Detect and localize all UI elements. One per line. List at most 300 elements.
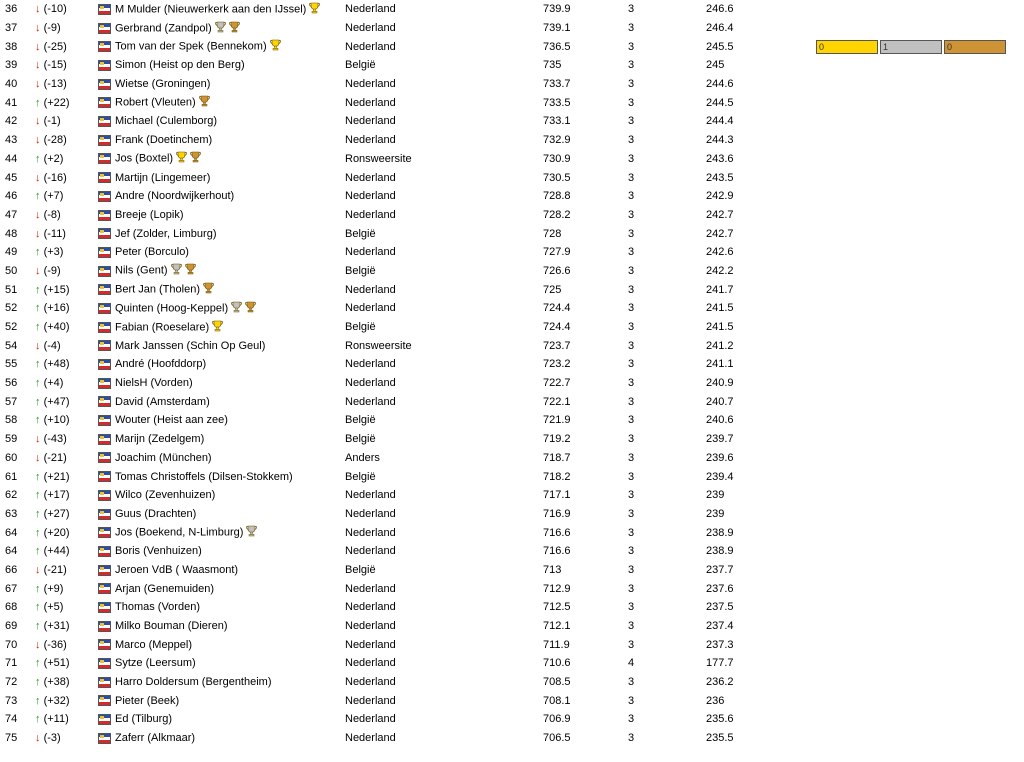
player-name-cell[interactable]: Mark Janssen (Schin Op Geul) [115, 339, 266, 352]
country-cell: Nederland [345, 3, 396, 16]
country-cell: Nederland [345, 190, 396, 203]
average-cell: 240.7 [706, 395, 734, 408]
medals-cell [816, 75, 1024, 94]
medals-cell [816, 449, 1024, 468]
arrow-down-icon: ↓ [35, 264, 41, 277]
table-row[interactable] [0, 262, 1024, 281]
rank-cell: 52 [5, 302, 18, 315]
table-row[interactable] [0, 449, 1024, 468]
movement-cell [35, 617, 93, 636]
player-name-cell[interactable]: M Mulder (Nieuwerkerk aan den IJssel) [115, 0, 345, 19]
table-row[interactable] [0, 224, 1024, 243]
country-cell: Nederland [345, 732, 396, 745]
movement-delta: (-15) [43, 59, 67, 72]
rank-cell: 52 [5, 321, 18, 334]
country-cell: Nederland [345, 96, 396, 109]
movement-delta: (-13) [43, 78, 67, 91]
table-row[interactable] [0, 243, 1024, 262]
trophy-icon-gold [176, 151, 187, 166]
medal-bars [816, 40, 1024, 54]
flag-icon [98, 639, 111, 650]
movement-cell [35, 187, 93, 206]
games-cell: 3 [628, 713, 635, 726]
player-name-cell[interactable]: Wilco (Zevenhuizen) [115, 489, 216, 502]
movement-cell [35, 467, 93, 486]
country-cell: België [345, 321, 376, 334]
table-row[interactable] [0, 37, 1024, 56]
score-cell: 706.5 [543, 732, 571, 745]
player-name-cell[interactable]: Nils (Gent) [115, 262, 345, 281]
games-cell: 3 [628, 601, 635, 614]
medals-cell [816, 467, 1024, 486]
flag-cell [93, 449, 115, 468]
player-name-cell[interactable]: Sytze (Leersum) [115, 657, 196, 670]
player-name-cell[interactable]: Wouter (Heist aan zee) [115, 414, 228, 427]
flag-icon [98, 228, 111, 239]
flag-cell [93, 299, 115, 318]
movement-delta: (-9) [43, 264, 61, 277]
movement-delta: (-43) [43, 433, 67, 446]
player-name-cell[interactable]: Jos (Boxtel) [115, 150, 345, 169]
player-name-cell[interactable]: Bert Jan (Tholen) [115, 280, 345, 299]
rank-cell: 58 [5, 414, 18, 427]
medals-cell [816, 318, 1024, 337]
player-name-cell[interactable]: Joachim (München) [115, 451, 212, 464]
flag-icon [98, 378, 111, 389]
rank-cell: 64 [5, 526, 18, 539]
trophy-icon-silver [246, 525, 257, 540]
player-name-cell[interactable]: Robert (Vleuten) [115, 93, 345, 112]
average-cell: 239 [706, 507, 725, 520]
movement-cell [35, 262, 93, 281]
average-cell: 238.9 [706, 526, 734, 539]
movement-cell [35, 523, 93, 542]
movement-cell [35, 505, 93, 524]
average-cell: 242.2 [706, 264, 734, 277]
country-cell: Nederland [345, 377, 396, 390]
movement-cell [35, 579, 93, 598]
arrow-up-icon: ↑ [35, 302, 41, 315]
arrow-up-icon: ↑ [35, 676, 41, 689]
score-cell: 716.6 [543, 526, 571, 539]
score-cell: 730.5 [543, 171, 571, 184]
flag-cell [93, 691, 115, 710]
player-name-cell[interactable]: Simon (Heist op den Berg) [115, 59, 245, 72]
games-cell: 3 [628, 545, 635, 558]
movement-delta: (+4) [43, 377, 64, 390]
movement-delta: (+51) [43, 657, 70, 670]
arrow-down-icon: ↓ [35, 3, 41, 16]
arrow-down-icon: ↓ [35, 40, 41, 53]
table-row[interactable] [0, 187, 1024, 206]
average-cell: 237.5 [706, 601, 734, 614]
player-name-cell[interactable]: Jos (Boekend, N-Limburg) [115, 523, 345, 542]
movement-delta: (+38) [43, 676, 70, 689]
games-cell: 3 [628, 507, 635, 520]
score-cell: 724.4 [543, 302, 571, 315]
score-cell: 739.9 [543, 3, 571, 16]
movement-cell [35, 318, 93, 337]
games-cell: 3 [628, 451, 635, 464]
table-row[interactable] [0, 635, 1024, 654]
flag-cell [93, 374, 115, 393]
player-name-cell[interactable]: Pieter (Beek) [115, 694, 180, 707]
player-name-cell[interactable]: Thomas (Vorden) [115, 601, 200, 614]
player-name-cell[interactable]: Michael (Culemborg) [115, 115, 218, 128]
table-row[interactable] [0, 280, 1024, 299]
movement-delta: (-16) [43, 171, 67, 184]
medals-cell [816, 411, 1024, 430]
table-row[interactable] [0, 430, 1024, 449]
table-row[interactable] [0, 112, 1024, 131]
table-row[interactable] [0, 710, 1024, 729]
score-cell: 708.1 [543, 694, 571, 707]
arrow-up-icon: ↑ [35, 395, 41, 408]
player-name-cell[interactable]: Marijn (Zedelgem) [115, 433, 205, 446]
player-name-cell[interactable]: Milko Bouman (Dieren) [115, 620, 228, 633]
country-cell: Nederland [345, 78, 396, 91]
games-cell: 3 [628, 377, 635, 390]
movement-delta: (-1) [43, 115, 61, 128]
score-cell: 736.5 [543, 40, 571, 53]
average-cell: 241.5 [706, 321, 734, 334]
player-name-cell[interactable]: NielsH (Vorden) [115, 377, 193, 390]
movement-cell [35, 392, 93, 411]
arrow-down-icon: ↓ [35, 227, 41, 240]
table-row[interactable] [0, 561, 1024, 580]
trophy-icon-bronze [185, 263, 196, 278]
table-row[interactable] [0, 673, 1024, 692]
games-cell: 3 [628, 40, 635, 53]
player-name-cell[interactable]: David (Amsterdam) [115, 395, 210, 408]
arrow-up-icon: ↑ [35, 377, 41, 390]
flag-icon [98, 340, 111, 351]
average-cell: 239.4 [706, 470, 734, 483]
score-cell: 717.1 [543, 489, 571, 502]
table-row[interactable] [0, 168, 1024, 187]
rank-cell: 39 [5, 59, 18, 72]
movement-delta: (+2) [43, 152, 64, 165]
country-cell: België [345, 433, 376, 446]
movement-cell [35, 598, 93, 617]
average-cell: 235.5 [706, 732, 734, 745]
rank-cell: 61 [5, 470, 18, 483]
flag-cell [93, 131, 115, 150]
medal-bar-bronze: 0 [944, 40, 1006, 54]
flag-cell [93, 150, 115, 169]
games-cell: 3 [628, 414, 635, 427]
movement-delta: (+3) [43, 246, 64, 259]
player-name-cell[interactable]: André (Hoofddorp) [115, 358, 207, 371]
flag-icon [98, 621, 111, 632]
table-row[interactable] [0, 355, 1024, 374]
flag-cell [93, 243, 115, 262]
arrow-down-icon: ↓ [35, 433, 41, 446]
table-row[interactable] [0, 467, 1024, 486]
rank-cell: 47 [5, 208, 18, 221]
medals-cell [816, 280, 1024, 299]
flag-icon [98, 714, 111, 725]
table-row[interactable] [0, 131, 1024, 150]
games-cell: 3 [628, 620, 635, 633]
average-cell: 241.2 [706, 339, 734, 352]
flag-cell [93, 0, 115, 19]
score-cell: 733.1 [543, 115, 571, 128]
movement-cell [35, 112, 93, 131]
table-row[interactable] [0, 19, 1024, 38]
rank-cell: 73 [5, 694, 18, 707]
medals-cell [816, 710, 1024, 729]
flag-cell [93, 505, 115, 524]
flag-icon [98, 284, 111, 295]
flag-icon [98, 172, 111, 183]
flag-cell [93, 673, 115, 692]
player-name-cell[interactable]: Breeje (Lopik) [115, 208, 184, 221]
flag-cell [93, 617, 115, 636]
country-cell: Nederland [345, 582, 396, 595]
player-name-cell[interactable]: Gerbrand (Zandpol) [115, 19, 345, 38]
player-name-cell[interactable]: Quinten (Hoog-Keppel) [115, 299, 345, 318]
trophy-icon-bronze [203, 282, 214, 297]
player-name-cell[interactable]: Ed (Tilburg) [115, 713, 173, 726]
player-name-cell[interactable]: Andre (Noordwijkerhout) [115, 190, 235, 203]
flag-icon [98, 4, 111, 15]
movement-cell [35, 93, 93, 112]
score-cell: 706.9 [543, 713, 571, 726]
movement-delta: (-10) [43, 3, 67, 16]
movement-delta: (-28) [43, 134, 67, 147]
arrow-up-icon: ↑ [35, 582, 41, 595]
flag-cell [93, 598, 115, 617]
score-cell: 712.1 [543, 620, 571, 633]
flag-cell [93, 262, 115, 281]
rank-cell: 57 [5, 395, 18, 408]
player-name-cell[interactable]: Tom van der Spek (Bennekom) [115, 37, 345, 56]
table-row[interactable] [0, 505, 1024, 524]
table-row[interactable] [0, 729, 1024, 748]
country-cell: Nederland [345, 676, 396, 689]
flag-cell [93, 561, 115, 580]
country-cell: Nederland [345, 526, 396, 539]
movement-cell [35, 673, 93, 692]
medals-cell [816, 150, 1024, 169]
movement-cell [35, 336, 93, 355]
flag-cell [93, 336, 115, 355]
country-cell: Nederland [345, 638, 396, 651]
table-row[interactable] [0, 523, 1024, 542]
movement-cell [35, 56, 93, 75]
rank-cell: 66 [5, 563, 18, 576]
arrow-up-icon: ↑ [35, 283, 41, 296]
average-cell: 235.6 [706, 713, 734, 726]
games-cell: 3 [628, 3, 635, 16]
player-name-cell[interactable]: Marco (Meppel) [115, 638, 193, 651]
average-cell: 241.7 [706, 283, 734, 296]
rank-cell: 71 [5, 657, 18, 670]
average-cell: 239.6 [706, 451, 734, 464]
movement-delta: (+27) [43, 507, 70, 520]
trophy-icon-bronze [245, 301, 256, 316]
player-name-cell[interactable]: Jeroen VdB ( Waasmont) [115, 563, 239, 576]
movement-cell [35, 635, 93, 654]
table-row[interactable] [0, 392, 1024, 411]
country-cell: België [345, 470, 376, 483]
medals-cell [816, 486, 1024, 505]
average-cell: 240.9 [706, 377, 734, 390]
rank-cell: 55 [5, 358, 18, 371]
games-cell: 3 [628, 78, 635, 91]
movement-cell [35, 691, 93, 710]
table-row[interactable] [0, 374, 1024, 393]
movement-delta: (-11) [43, 227, 66, 240]
country-cell: Nederland [345, 713, 396, 726]
rank-cell: 70 [5, 638, 18, 651]
movement-delta: (-21) [43, 563, 67, 576]
medals-cell [816, 729, 1024, 748]
score-cell: 721.9 [543, 414, 571, 427]
medals-cell [816, 336, 1024, 355]
arrow-down-icon: ↓ [35, 78, 41, 91]
arrow-up-icon: ↑ [35, 321, 41, 334]
score-cell: 732.9 [543, 134, 571, 147]
rank-cell: 63 [5, 507, 18, 520]
table-row[interactable] [0, 654, 1024, 673]
flag-icon [98, 490, 111, 501]
country-cell: Nederland [345, 601, 396, 614]
rank-cell: 54 [5, 339, 18, 352]
arrow-up-icon: ↑ [35, 358, 41, 371]
games-cell: 3 [628, 433, 635, 446]
arrow-down-icon: ↓ [35, 732, 41, 745]
player-name-cell[interactable]: Jef (Zolder, Limburg) [115, 227, 217, 240]
country-cell: België [345, 563, 376, 576]
medals-cell [816, 355, 1024, 374]
games-cell: 3 [628, 638, 635, 651]
table-row[interactable] [0, 75, 1024, 94]
movement-delta: (+40) [43, 321, 70, 334]
score-cell: 710.6 [543, 657, 571, 670]
score-cell: 728.2 [543, 208, 571, 221]
table-row[interactable] [0, 56, 1024, 75]
average-cell: 244.3 [706, 134, 734, 147]
table-row[interactable] [0, 318, 1024, 337]
games-cell: 3 [628, 358, 635, 371]
table-row[interactable] [0, 411, 1024, 430]
average-cell: 245 [706, 59, 725, 72]
player-name-cell[interactable]: Harro Doldersum (Bergentheim) [115, 676, 272, 689]
arrow-up-icon: ↑ [35, 657, 41, 670]
average-cell: 246.6 [706, 3, 734, 16]
trophy-icon-silver [215, 21, 226, 36]
flag-cell [93, 392, 115, 411]
rank-cell: 41 [5, 96, 18, 109]
games-cell: 3 [628, 563, 635, 576]
arrow-down-icon: ↓ [35, 171, 41, 184]
flag-cell [93, 112, 115, 131]
player-name-cell[interactable]: Peter (Borculo) [115, 246, 189, 259]
flag-cell [93, 411, 115, 430]
arrow-down-icon: ↓ [35, 451, 41, 464]
table-row[interactable] [0, 299, 1024, 318]
movement-cell [35, 131, 93, 150]
player-name-cell[interactable]: Frank (Doetinchem) [115, 134, 213, 147]
player-name-cell[interactable]: Tomas Christoffels (Dilsen-Stokkem) [115, 470, 293, 483]
games-cell: 3 [628, 96, 635, 109]
table-row[interactable] [0, 336, 1024, 355]
average-cell: 242.7 [706, 208, 734, 221]
score-cell: 733.7 [543, 78, 571, 91]
table-row[interactable] [0, 206, 1024, 225]
score-cell: 728 [543, 227, 562, 240]
rank-cell: 74 [5, 713, 18, 726]
country-cell: Ronsweersite [345, 152, 412, 165]
arrow-down-icon: ↓ [35, 563, 41, 576]
average-cell: 236 [706, 694, 725, 707]
flag-cell [93, 523, 115, 542]
score-cell: 719.2 [543, 433, 571, 446]
medals-cell [816, 56, 1024, 75]
flag-cell [93, 280, 115, 299]
movement-delta: (-3) [43, 732, 61, 745]
table-row[interactable] [0, 579, 1024, 598]
movement-delta: (+15) [43, 283, 70, 296]
table-row[interactable] [0, 150, 1024, 169]
medals-cell [816, 37, 1024, 56]
average-cell: 238.9 [706, 545, 734, 558]
flag-cell [93, 19, 115, 38]
flag-icon [98, 733, 111, 744]
average-cell: 242.6 [706, 246, 734, 259]
average-cell: 237.3 [706, 638, 734, 651]
games-cell: 3 [628, 134, 635, 147]
score-cell: 723.2 [543, 358, 571, 371]
movement-cell [35, 729, 93, 748]
player-name-cell[interactable]: Wietse (Groningen) [115, 78, 211, 91]
movement-delta: (+7) [43, 190, 64, 203]
country-cell: Nederland [345, 22, 396, 35]
games-cell: 3 [628, 470, 635, 483]
table-row[interactable] [0, 691, 1024, 710]
arrow-up-icon: ↑ [35, 96, 41, 109]
movement-delta: (+16) [43, 302, 70, 315]
table-row[interactable] [0, 617, 1024, 636]
player-name-cell[interactable]: Fabian (Roeselare) [115, 318, 345, 337]
table-row[interactable] [0, 93, 1024, 112]
rank-cell: 67 [5, 582, 18, 595]
flag-icon [98, 509, 111, 520]
player-name-cell[interactable]: Martijn (Lingemeer) [115, 171, 211, 184]
score-cell: 713 [543, 563, 562, 576]
table-row[interactable] [0, 0, 1024, 19]
table-row[interactable] [0, 542, 1024, 561]
flag-icon [98, 116, 111, 127]
average-cell: 240.6 [706, 414, 734, 427]
average-cell: 239 [706, 489, 725, 502]
player-name-cell[interactable]: Zaferr (Alkmaar) [115, 732, 196, 745]
table-row[interactable] [0, 598, 1024, 617]
arrow-up-icon: ↑ [35, 152, 41, 165]
player-name-cell[interactable]: Arjan (Genemuiden) [115, 582, 215, 595]
average-cell: 243.5 [706, 171, 734, 184]
flag-cell [93, 187, 115, 206]
player-name-cell[interactable]: Boris (Venhuizen) [115, 545, 202, 558]
player-name-cell[interactable]: Guus (Drachten) [115, 507, 197, 520]
movement-cell [35, 710, 93, 729]
movement-cell [35, 654, 93, 673]
flag-cell [93, 729, 115, 748]
rank-cell: 68 [5, 601, 18, 614]
table-row[interactable] [0, 486, 1024, 505]
